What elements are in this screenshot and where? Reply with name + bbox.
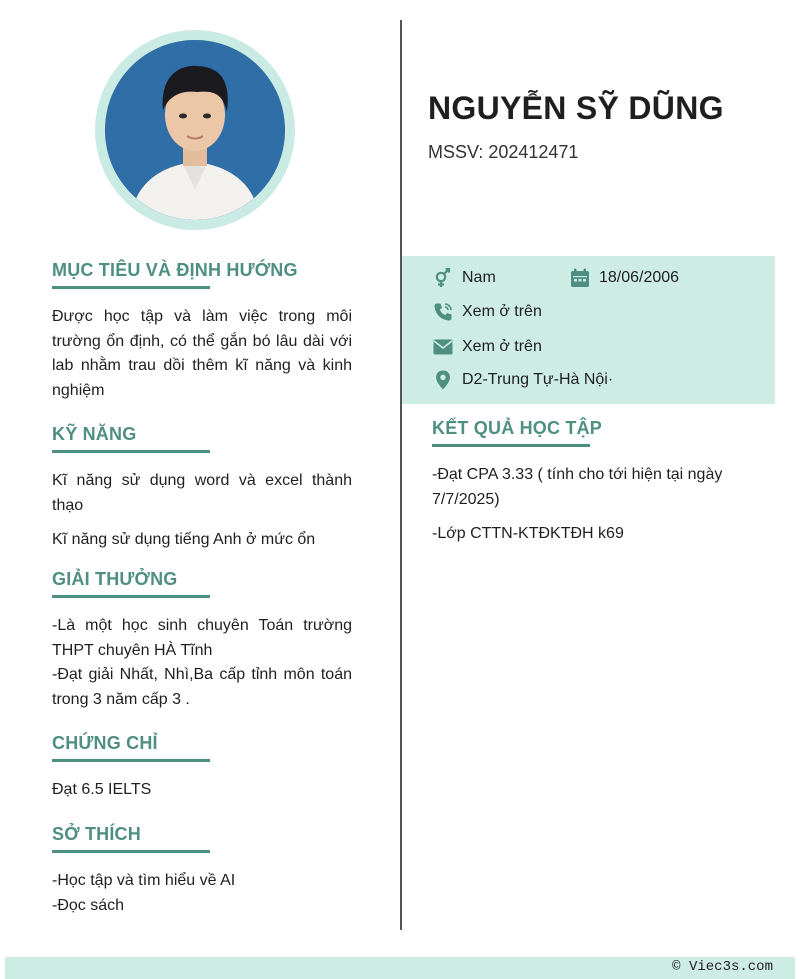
list-item: -Đọc sách bbox=[52, 896, 125, 914]
location-pin-icon bbox=[432, 369, 454, 391]
section-title: MỤC TIÊU VÀ ĐỊNH HƯỚNG bbox=[52, 260, 298, 280]
section-title: GIẢI THƯỞNG bbox=[52, 569, 178, 589]
full-name: NGUYỄN SỸ DŨNG bbox=[428, 90, 724, 126]
skills-section bbox=[52, 422, 352, 553]
title-underline bbox=[52, 450, 210, 453]
avatar bbox=[105, 40, 285, 220]
title-underline bbox=[52, 286, 210, 289]
certificates-section bbox=[52, 731, 352, 803]
phone-row bbox=[432, 301, 542, 323]
title-underline bbox=[52, 759, 210, 762]
student-id: MSSV: 202412471 bbox=[428, 142, 579, 162]
email-icon bbox=[432, 336, 454, 358]
title-underline bbox=[52, 850, 210, 853]
title-underline bbox=[432, 444, 590, 447]
email-row bbox=[432, 336, 542, 358]
calendar-icon bbox=[569, 267, 591, 289]
list-item: Kĩ năng sử dụng word và excel thành thạo bbox=[52, 472, 352, 514]
phone-value: Xem ở trên bbox=[462, 303, 542, 320]
awards-section bbox=[52, 567, 352, 712]
email-value: Xem ở trên bbox=[462, 338, 542, 355]
list-item: -Là một học sinh chuyên Toán trường THPT chuyên HÀ Tĩnh bbox=[52, 617, 352, 659]
list-item: -Đạt giải Nhất, Nhì,Ba cấp tỉnh môn toán trong 3 năm cấp 3 . bbox=[52, 666, 352, 708]
gender-icon bbox=[432, 267, 454, 289]
list-item: Đạt 6.5 IELTS bbox=[52, 781, 152, 798]
address-value: D2-Trung Tự-Hà Nội· bbox=[462, 371, 614, 388]
birthday-value: 18/06/2006 bbox=[599, 269, 680, 286]
contact-panel bbox=[402, 256, 775, 404]
objective-section bbox=[52, 258, 352, 403]
list-item: -Đạt CPA 3.33 ( tính cho tới hiện tại ngày 7/7/2025) bbox=[432, 466, 723, 508]
column-divider bbox=[400, 20, 402, 930]
section-title: SỞ THÍCH bbox=[52, 824, 141, 844]
list-item: Kĩ năng sử dụng tiếng Anh ở mức ổn bbox=[52, 531, 316, 548]
results-section bbox=[432, 416, 762, 547]
list-item: -Lớp CTTN-KTĐKTĐH k69 bbox=[432, 525, 624, 542]
list-item: -Học tập và tìm hiểu về AI bbox=[52, 872, 236, 889]
phone-icon bbox=[432, 301, 454, 323]
copyright-text: © Viec3s.com bbox=[672, 959, 773, 975]
address-row bbox=[432, 369, 613, 391]
birthday-row bbox=[569, 267, 679, 289]
gender-row bbox=[432, 267, 496, 289]
hobbies-section bbox=[52, 822, 352, 918]
title-underline bbox=[52, 595, 210, 598]
gender-value: Nam bbox=[462, 269, 496, 286]
footer-bar bbox=[5, 957, 795, 979]
section-title: KỸ NĂNG bbox=[52, 424, 137, 444]
section-title: CHỨNG CHỈ bbox=[52, 733, 158, 753]
section-title: KẾT QUẢ HỌC TẬP bbox=[432, 418, 603, 438]
avatar-ring bbox=[95, 30, 295, 230]
objective-text: Được học tập và làm việc trong môi trường ổn định, có thể gắn bó lâu dài với lab nhằm trau dồi thêm kĩ năng và kinh nghiệm bbox=[52, 308, 352, 399]
